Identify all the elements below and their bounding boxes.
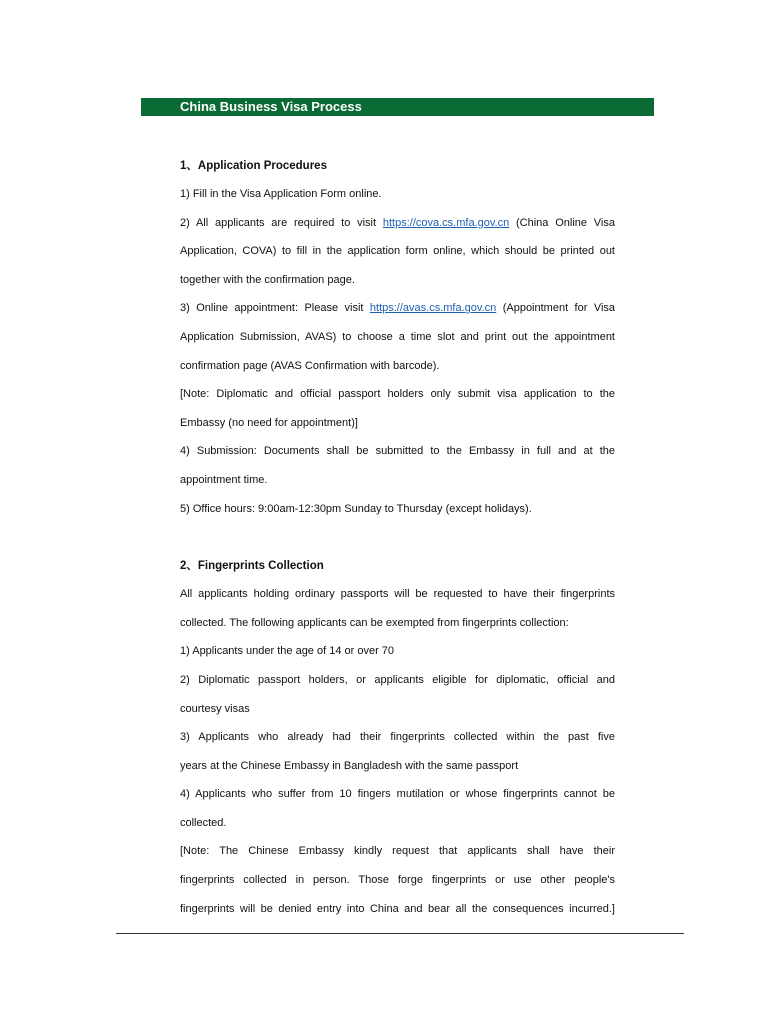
document-body <box>180 152 615 923</box>
note-line: fingerprints will be denied entry into China and bear all the consequences incurred.] <box>180 902 615 915</box>
paragraph-line: together with the confirmation page. <box>180 273 355 286</box>
list-item: 4) Applicants who suffer from 10 fingers mutilation or whose fingerprints cannot be <box>180 788 615 801</box>
note-line: fingerprints collected in person. Those forge fingerprints or use other people's <box>180 874 615 887</box>
section-heading: 2、Fingerprints Collection <box>180 560 324 573</box>
paragraph-line: appointment time. <box>180 473 268 486</box>
avas-link[interactable]: https://avas.cs.mfa.gov.cn <box>369 302 497 315</box>
section-application-procedures <box>180 152 615 523</box>
list-item: 2) Diplomatic passport holders, or applicants eligible for diplomatic, official and <box>180 673 615 686</box>
note-line: [Note: Diplomatic and official passport holders only submit visa application to the <box>180 388 615 401</box>
paragraph-line: years at the Chinese Embassy in Bangladesh with the same passport <box>180 759 519 772</box>
paragraph-line: 3) Online appointment: Please visit https://avas.cs.mfa.gov.cn (Appointment for Visa <box>180 302 616 315</box>
section-heading: 1、Application Procedures <box>180 160 327 172</box>
paragraph-line: 5) Office hours: 9:00am-12:30pm Sunday to Thursday (except holidays). <box>180 502 532 515</box>
paragraph-line: 4) Submission: Documents shall be submitted to the Embassy in full and at the <box>180 445 615 458</box>
paragraph-line: 1) Fill in the Visa Application Form online. <box>180 188 382 200</box>
paragraph-line: collected. The following applicants can be exempted from fingerprints collection: <box>180 616 569 629</box>
list-item: 1) Applicants under the age of 14 or over 70 <box>180 645 395 658</box>
paragraph-line: Application, COVA) to fill in the application form online, which should be printed out <box>180 245 615 258</box>
note-line: Embassy (no need for appointment)] <box>180 416 358 429</box>
cova-link[interactable]: https://cova.cs.mfa.gov.cn <box>382 216 510 229</box>
paragraph-line: courtesy visas <box>180 702 250 715</box>
page-title: China Business Visa Process <box>180 99 362 114</box>
paragraph-line: collected. <box>180 816 227 829</box>
list-item: 3) Applicants who already had their fingerprints collected within the past five <box>180 731 615 744</box>
paragraph-line: confirmation page (AVAS Confirmation with barcode). <box>180 359 440 372</box>
paragraph-line: All applicants holding ordinary passports will be requested to have their fingerprints <box>180 588 615 601</box>
paragraph-line: 2) All applicants are required to visit https://cova.cs.mfa.gov.cn (China Online Visa <box>180 216 615 229</box>
title-bar <box>141 98 654 116</box>
paragraph-line: Application Submission, AVAS) to choose a time slot and print out the appointment <box>180 330 615 343</box>
note-line: [Note: The Chinese Embassy kindly request that applicants shall have their <box>180 845 615 858</box>
section-fingerprints-collection <box>180 552 615 923</box>
footer-divider <box>116 933 684 934</box>
